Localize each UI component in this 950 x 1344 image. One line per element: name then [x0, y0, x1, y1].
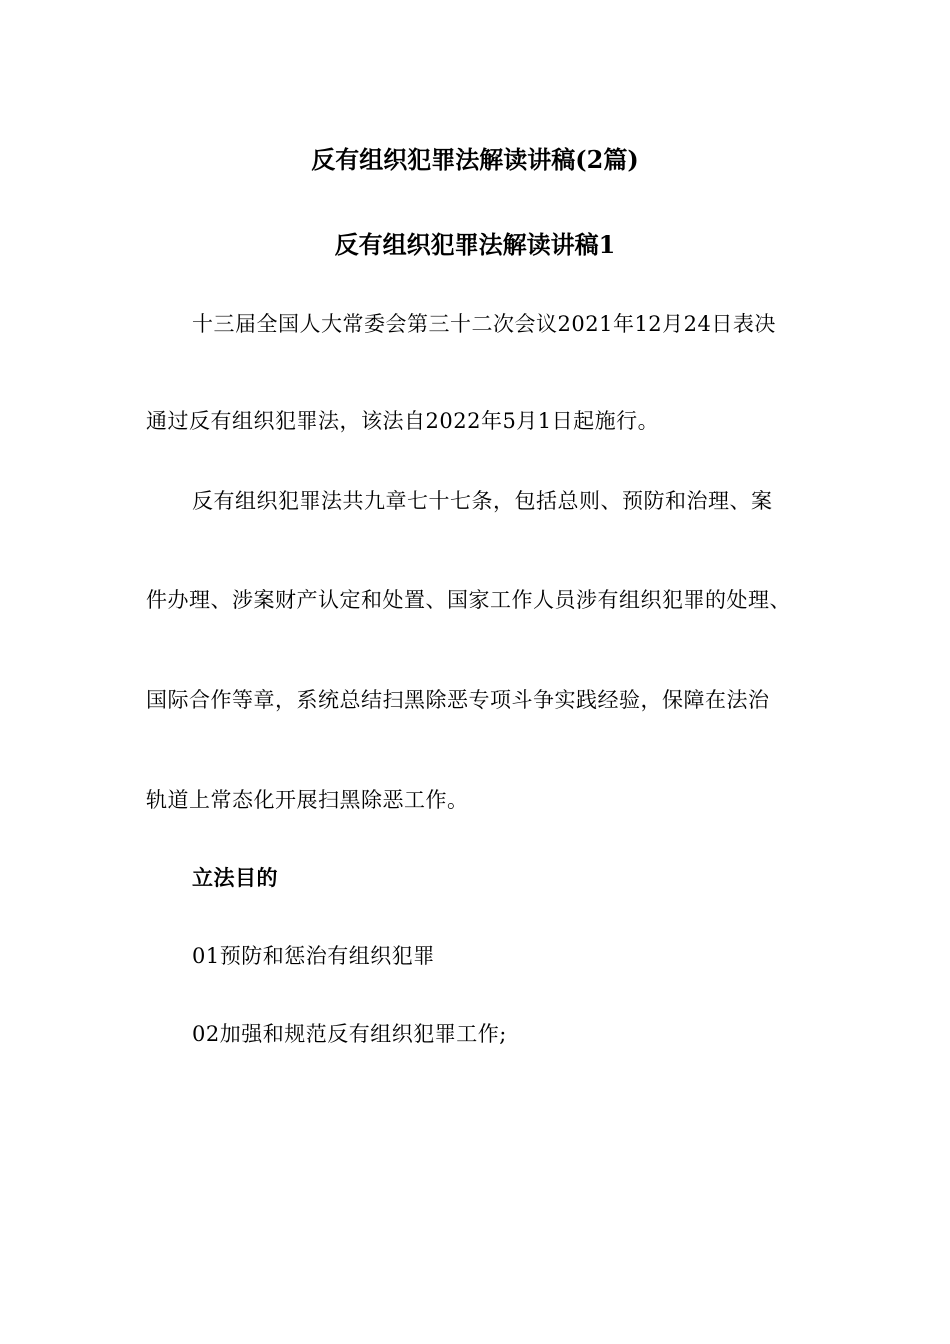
- list-item: 02加强和规范反有组织犯罪工作;: [192, 1022, 507, 1046]
- paragraph-2-line-4: 轨道上常态化开展扫黑除恶工作。: [146, 788, 469, 812]
- paragraph-2-line-2: 件办理、涉案财产认定和处置、国家工作人员涉有组织犯罪的处理、: [146, 588, 791, 612]
- paragraph-2-line-3: 国际合作等章，系统总结扫黑除恶专项斗争实践经验，保障在法治: [146, 688, 770, 712]
- paragraph-1-line-2: 通过反有组织犯罪法，该法自2022年5月1日起施行。: [146, 409, 660, 433]
- paragraph-2-line-1: 反有组织犯罪法共九章七十七条，包括总则、预防和治理、案: [192, 489, 773, 513]
- list-item: 01预防和惩治有组织犯罪: [192, 944, 435, 968]
- document-subtitle: 反有组织犯罪法解读讲稿1: [334, 230, 616, 259]
- paragraph-1-line-1: 十三届全国人大常委会第三十二次会议2021年12月24日表决: [192, 312, 776, 336]
- section-heading: 立法目的: [192, 865, 278, 890]
- document-title: 反有组织犯罪法解读讲稿(2篇): [311, 145, 639, 174]
